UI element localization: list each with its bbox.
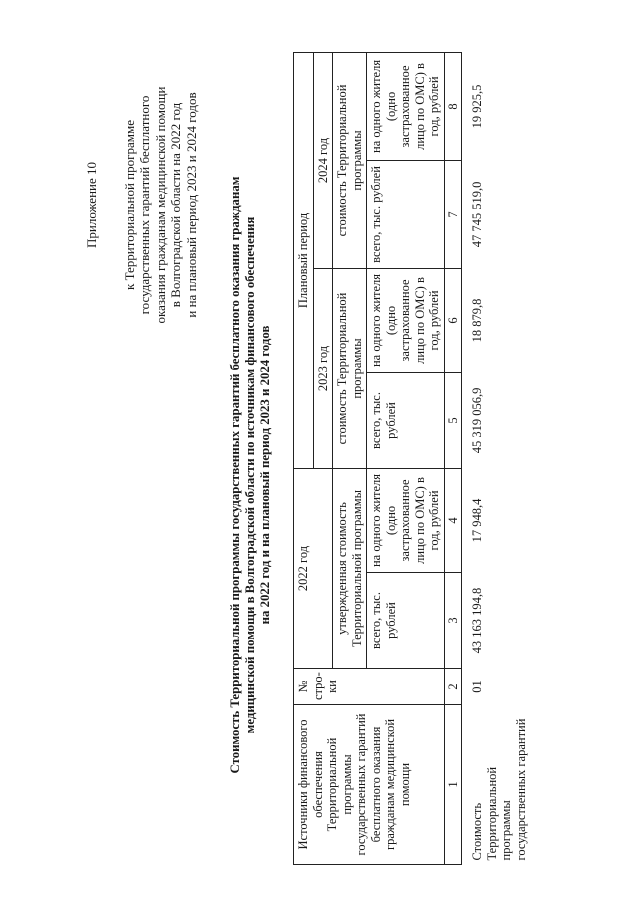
header-year-2022: 2022 год xyxy=(294,468,333,668)
header-total-2024: всего, тыс. рублей xyxy=(367,160,445,268)
header-row-no: № стро-ки xyxy=(294,669,445,705)
appendix-line: к Территориальной программе xyxy=(121,120,137,290)
total-2023: 45 319 056,9 xyxy=(470,387,484,454)
appendix-line: и на плановый период 2023 и 2024 годов xyxy=(183,92,199,318)
cost-table xyxy=(293,52,530,865)
header-cost-2024: стоимость Территориальной программы xyxy=(333,52,367,268)
row-name: Стоимость Территориальной программы государственных гарантий xyxy=(470,718,528,861)
title-line: на 2022 год и на плановый период 2023 и 2024 годов xyxy=(258,325,272,625)
header-year-2023: 2023 год xyxy=(313,268,333,468)
header-total-2023: всего, тыс. рублей xyxy=(367,372,445,468)
total-2022: 43 163 194,8 xyxy=(470,587,484,654)
header-per-resident-2023: на одного жителя (одно застрахованное лицо по ОМС) в год, рублей xyxy=(367,268,445,372)
column-number: 8 xyxy=(444,52,462,160)
appendix-block xyxy=(84,5,199,405)
header-per-resident-2024: на одного жителя (одно застрахованное лицо по ОМС) в год, рублей xyxy=(367,52,445,160)
column-number: 1 xyxy=(444,705,462,865)
column-number: 7 xyxy=(444,160,462,268)
header-approved-cost: утвержденная стоимость Территориальной программы xyxy=(333,468,367,668)
table-row xyxy=(462,52,531,864)
header-cost-2023: стоимость Территориальной программы xyxy=(333,268,367,468)
appendix-line: оказания гражданам медицинской помощи xyxy=(152,86,168,324)
column-number: 2 xyxy=(444,669,462,705)
title-line: медицинской помощи в Волгоградской области по источникам финансового обеспечения xyxy=(243,216,257,734)
total-2024: 47 745 519,0 xyxy=(470,181,484,248)
appendix-line: государственных гарантий бесплатного xyxy=(137,95,152,315)
appendix-line: в Волгоградской области на 2022 год xyxy=(168,102,183,308)
row-number: 01 xyxy=(470,680,484,693)
column-numbers-row xyxy=(444,52,462,864)
column-number: 5 xyxy=(444,372,462,468)
header-per-resident-2022: на одного жителя (одно застрахованное лицо по ОМС) в год, рублей xyxy=(367,468,445,572)
column-number: 6 xyxy=(444,268,462,372)
header-planned-period: Плановый период xyxy=(294,52,314,468)
header-source: Источники финансового обеспечения Территориальной программы государственных гарантий бесплатного оказания гражданам медицинской помощи xyxy=(294,705,445,865)
column-number: 4 xyxy=(444,468,462,572)
per-resident-2024: 19 925,5 xyxy=(470,84,484,129)
header-total-2022: всего, тыс. рублей xyxy=(367,573,445,669)
per-resident-2022: 17 948,4 xyxy=(470,498,484,543)
header-year-2024: 2024 год xyxy=(313,52,333,268)
per-resident-2023: 18 879,8 xyxy=(470,298,484,343)
appendix-title: Приложение 10 xyxy=(84,161,99,249)
column-number: 3 xyxy=(444,573,462,669)
document-title xyxy=(228,115,273,835)
title-line: Стоимость Территориальной программы государственных гарантий бесплатного оказания гражданам xyxy=(228,176,242,774)
